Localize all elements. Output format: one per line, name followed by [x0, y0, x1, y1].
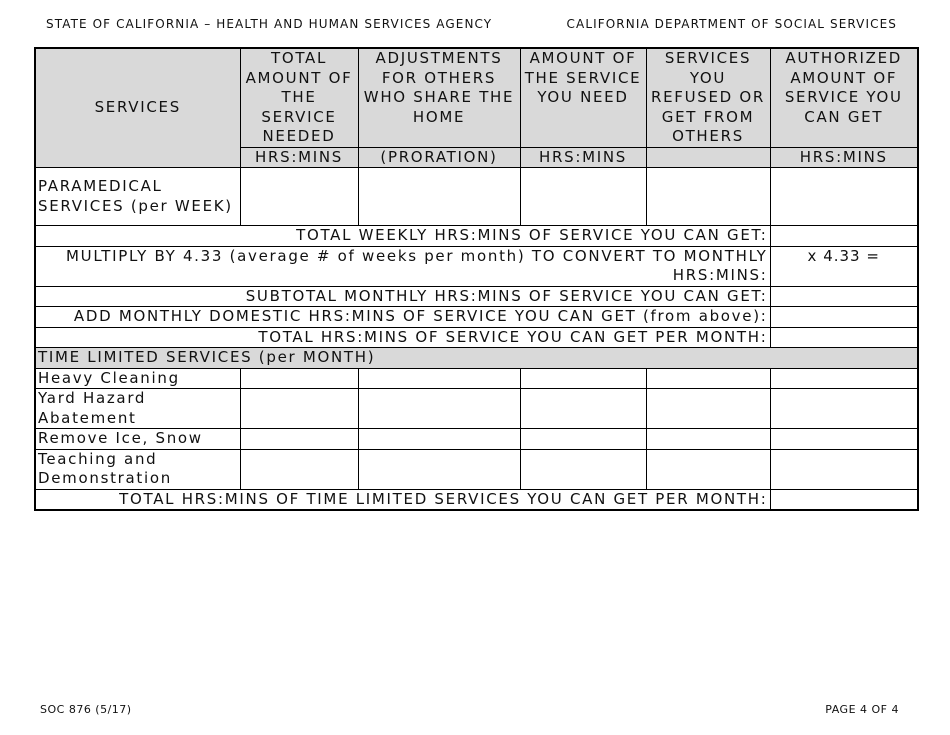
department-header: CALIFORNIA DEPARTMENT OF SOCIAL SERVICES	[566, 17, 897, 31]
yard-hazard-total-needed-cell[interactable]	[240, 389, 358, 429]
remove-ice-amount-you-need-cell[interactable]	[520, 429, 646, 450]
paramedical-label: PARAMEDICAL SERVICES (per WEEK)	[35, 168, 240, 226]
teaching-amount-you-need-cell[interactable]	[520, 449, 646, 489]
unit-adjustments: (PRORATION)	[358, 147, 520, 168]
teaching-total-needed-cell[interactable]	[240, 449, 358, 489]
time-limited-row	[35, 429, 918, 450]
time-limited-row	[35, 368, 918, 389]
multiply-value-cell[interactable]: x 4.33 =	[770, 246, 918, 286]
paramedical-authorized-cell[interactable]	[770, 168, 918, 226]
teaching-refused-cell[interactable]	[646, 449, 770, 489]
time-limited-row	[35, 389, 918, 429]
form-number: SOC 876 (5/17)	[40, 703, 132, 716]
subtotal-monthly-cell[interactable]	[770, 286, 918, 307]
teaching-adjustments-cell[interactable]	[358, 449, 520, 489]
total-time-limited-label: TOTAL HRS:MINS OF TIME LIMITED SERVICES YOU CAN GET PER MONTH:	[35, 489, 770, 510]
paramedical-row	[35, 168, 918, 226]
total-time-limited-cell[interactable]	[770, 489, 918, 510]
yard-hazard-amount-you-need-cell[interactable]	[520, 389, 646, 429]
paramedical-adjustments-cell[interactable]	[358, 168, 520, 226]
heavy-cleaning-authorized-cell[interactable]	[770, 368, 918, 389]
col-header-total-needed: TOTAL AMOUNT OF THE SERVICE NEEDED	[240, 48, 358, 147]
yard-hazard-authorized-cell[interactable]	[770, 389, 918, 429]
col-header-refused: SERVICES YOU REFUSED OR GET FROM OTHERS	[646, 48, 770, 147]
paramedical-total-needed-cell[interactable]	[240, 168, 358, 226]
agency-header: STATE OF CALIFORNIA – HEALTH AND HUMAN SERVICES AGENCY	[46, 17, 493, 31]
total-per-month-label: TOTAL HRS:MINS OF SERVICE YOU CAN GET PER MONTH:	[35, 327, 770, 348]
remove-ice-total-needed-cell[interactable]	[240, 429, 358, 450]
total-per-month-cell[interactable]	[770, 327, 918, 348]
total-weekly-label: TOTAL WEEKLY HRS:MINS OF SERVICE YOU CAN GET:	[35, 226, 770, 247]
remove-ice-label: Remove Ice, Snow	[35, 429, 240, 450]
unit-authorized: HRS:MINS	[770, 147, 918, 168]
services-table	[34, 47, 919, 511]
col-header-authorized: AUTHORIZED AMOUNT OF SERVICE YOU CAN GET	[770, 48, 918, 147]
col-header-amount-you-need: AMOUNT OF THE SERVICE YOU NEED	[520, 48, 646, 147]
remove-ice-adjustments-cell[interactable]	[358, 429, 520, 450]
teaching-authorized-cell[interactable]	[770, 449, 918, 489]
total-time-limited-row	[35, 489, 918, 510]
add-domestic-label: ADD MONTHLY DOMESTIC HRS:MINS OF SERVICE YOU CAN GET (from above):	[35, 307, 770, 328]
total-per-month-row	[35, 327, 918, 348]
paramedical-refused-cell[interactable]	[646, 168, 770, 226]
paramedical-amount-you-need-cell[interactable]	[520, 168, 646, 226]
total-weekly-cell[interactable]	[770, 226, 918, 247]
subtotal-monthly-row	[35, 286, 918, 307]
heavy-cleaning-refused-cell[interactable]	[646, 368, 770, 389]
remove-ice-authorized-cell[interactable]	[770, 429, 918, 450]
heavy-cleaning-label: Heavy Cleaning	[35, 368, 240, 389]
unit-refused	[646, 147, 770, 168]
add-domestic-cell[interactable]	[770, 307, 918, 328]
column-header-row	[35, 48, 918, 147]
unit-amount-you-need: HRS:MINS	[520, 147, 646, 168]
multiply-row	[35, 246, 918, 286]
teaching-label: Teaching and Demonstration	[35, 449, 240, 489]
col-header-adjustments: ADJUSTMENTS FOR OTHERS WHO SHARE THE HOME	[358, 48, 520, 147]
heavy-cleaning-adjustments-cell[interactable]	[358, 368, 520, 389]
time-limited-header-row	[35, 348, 918, 369]
unit-total-needed: HRS:MINS	[240, 147, 358, 168]
multiply-label: MULTIPLY BY 4.33 (average # of weeks per month) TO CONVERT TO MONTHLY HRS:MINS:	[35, 246, 770, 286]
heavy-cleaning-total-needed-cell[interactable]	[240, 368, 358, 389]
subtotal-monthly-label: SUBTOTAL MONTHLY HRS:MINS OF SERVICE YOU CAN GET:	[35, 286, 770, 307]
time-limited-row	[35, 449, 918, 489]
yard-hazard-refused-cell[interactable]	[646, 389, 770, 429]
remove-ice-refused-cell[interactable]	[646, 429, 770, 450]
yard-hazard-adjustments-cell[interactable]	[358, 389, 520, 429]
col-header-services: SERVICES	[35, 48, 240, 168]
add-domestic-row	[35, 307, 918, 328]
heavy-cleaning-amount-you-need-cell[interactable]	[520, 368, 646, 389]
time-limited-header: TIME LIMITED SERVICES (per MONTH)	[35, 348, 918, 369]
total-weekly-row	[35, 226, 918, 247]
yard-hazard-label: Yard Hazard Abatement	[35, 389, 240, 429]
page-number: PAGE 4 OF 4	[825, 703, 899, 716]
